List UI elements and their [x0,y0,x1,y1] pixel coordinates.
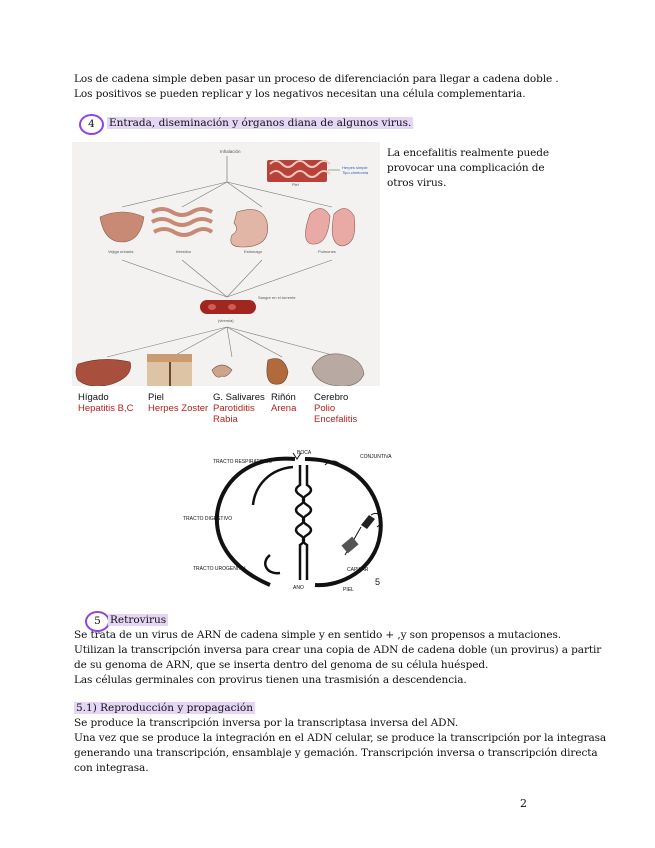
right-label-1: Herpes simple [342,165,368,170]
organ-label-3: Pulmones [318,249,336,254]
label-piel: PIEL [343,587,354,593]
section-5-1-title [74,701,255,715]
section-5-1-line-3: generando una transcripción, ensamblaje y gemación. Transcripción inversa o transcripción directa [74,747,598,759]
target-liver-name: Hígado [78,392,109,403]
label-ano: ANO [293,585,304,591]
figure-number: 5 [375,577,381,587]
section-5-line-4: Las células germinales con provirus tienen una trasmisión a descendencia. [74,674,467,686]
target-kidney-virus: Arena [271,403,297,414]
right-label-2: Tipo-cinetomia [342,170,369,175]
blood-label: Sangre en el torrente [258,295,296,300]
section-5-1-title-text: 5.1) Reproducción y propagación [76,702,253,714]
side-note-line-3: otros virus. [387,177,447,189]
virus-spread-diagram [72,142,380,427]
inhalation-label: Inhalación [220,149,241,154]
section-5-1-line-2: Una vez que se produce la integración en el ADN celular, se produce la transcripción por la integrasa [74,732,607,744]
entry-routes-diagram [175,445,405,595]
target-skin [148,392,208,414]
target-skin-virus: Herpes Zoster [148,403,209,414]
target-salivary-virus: Parotiditis [213,403,255,414]
target-skin-name: Piel [148,392,164,403]
section-5-line-3: de su genoma de ARN, que se inserta dentro del genoma de su célula huésped. [74,659,489,671]
section-5-line-1: Se trata de un virus de ARN de cadena simple y en sentido + ,y son propensos a mutaciones. [74,629,562,641]
target-salivary-virus-2: Rabia [213,414,238,425]
skin-top-label: Piel [292,182,299,187]
intro-line-2: Los positivos se pueden replicar y los negativos necesitan una célula complementaria. [74,88,526,100]
target-brain-name: Cerebro [314,392,349,403]
target-brain-virus: Polio [314,403,336,414]
section-4-number: 4 [79,114,104,135]
page-number: 2 [520,797,527,810]
side-note-line-1: La encefalitis realmente puede [387,147,549,159]
side-note-line-2: provocar una complicación de [387,162,545,174]
target-brain [314,392,357,425]
entry-routes-figure [175,445,405,595]
section-5-title-text: Retrovirus [110,614,167,626]
label-resp: TRACTO RESPIRATORIO [213,459,273,465]
section-5-line-2: Utilizan la transcripción inversa para crear una copia de ADN de cadena doble (un provirus) a partir [74,644,602,656]
organ-label-1: Intestino [176,249,192,254]
target-liver-virus: Hepatitis B,C [78,403,134,414]
label-capilar: CAPILAR [347,567,369,573]
section-5-1-line-4: con integrasa. [74,762,149,774]
section-4-title [107,116,413,130]
organ-label-2: Estómago [244,249,263,254]
organ-label-0: Vejiga urinaria [108,249,134,254]
target-kidney [271,392,296,414]
target-salivary-name: G. Salivares [213,392,265,403]
label-conj: CONJUNTIVA [360,454,392,460]
target-salivary [213,392,265,425]
virus-spread-figure [72,142,380,427]
section-4-title-text: Entrada, diseminación y órganos diana de algunos virus. [109,117,412,129]
section-5-number: 5 [85,611,110,632]
intro-line-1: Los de cadena simple deben pasar un proceso de diferenciación para llegar a cadena doble . [74,73,559,85]
target-liver [78,392,133,414]
target-kidney-name: Riñón [271,392,296,403]
section-5-1-line-1: Se produce la transcripción inversa por la transcriptasa inversa del ADN. [74,717,459,729]
section-5-title [108,613,168,627]
blood-label-2: (viremia) [218,318,234,323]
label-dig: TRACTO DIGESTIVO [183,516,233,522]
label-uro: TRACTO UROGENITAL [193,566,247,572]
target-brain-virus-2: Encefalitis [314,414,358,425]
label-boca: BOCA [297,450,312,456]
